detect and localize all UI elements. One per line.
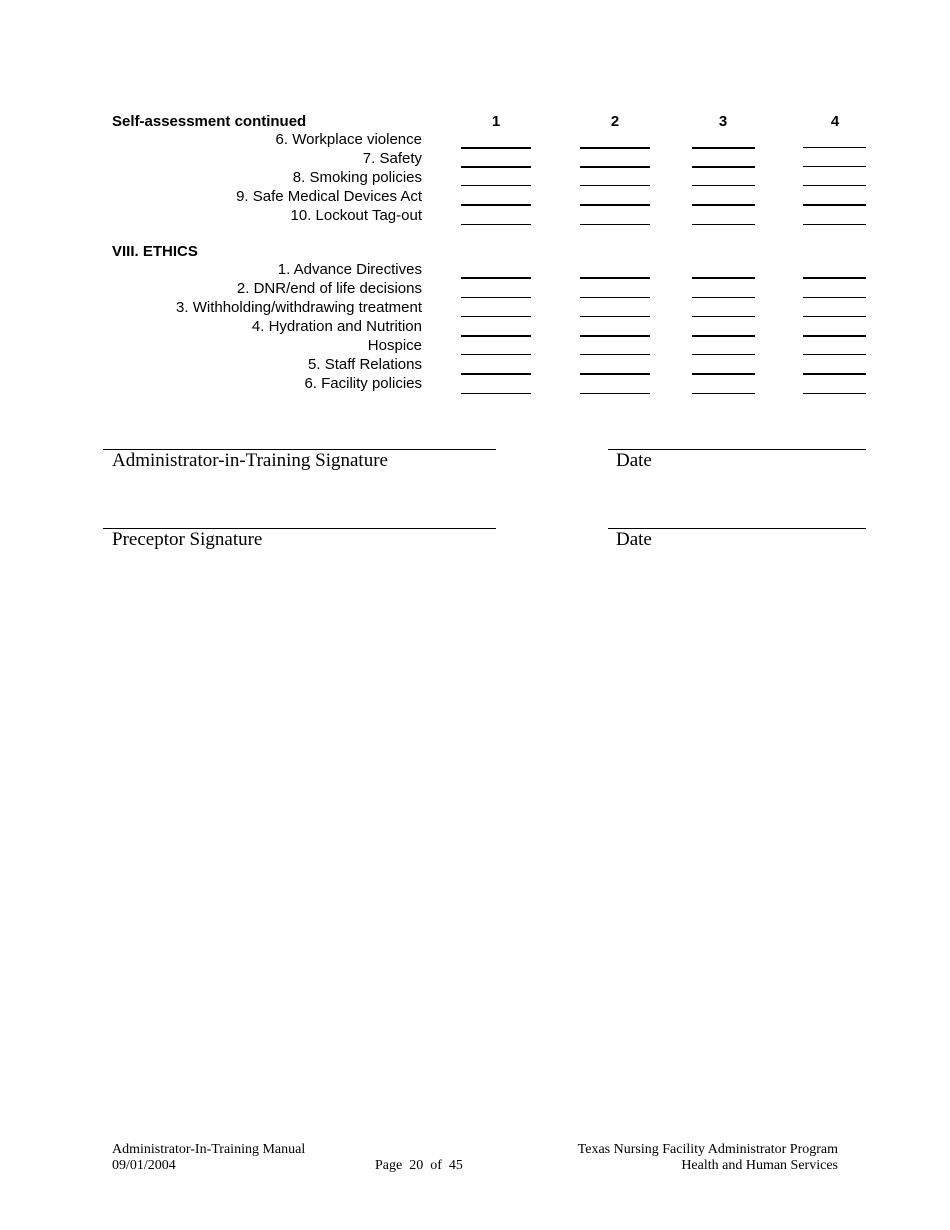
rating-blank[interactable] [803,354,866,355]
assessment-item-label: 6. Facility policies [304,375,422,392]
rating-blank[interactable] [461,224,531,225]
page-total: 45 [448,1158,463,1173]
column-header-3: 3 [718,113,728,130]
rating-blank[interactable] [692,297,755,298]
rating-blank[interactable] [461,335,531,337]
rating-blank[interactable] [580,393,650,394]
rating-blank[interactable] [461,354,531,355]
assessment-item-label: 1. Advance Directives [277,261,422,278]
rating-blank[interactable] [461,185,531,186]
rating-blank[interactable] [803,147,866,148]
preceptor-date-label: Date [616,529,652,550]
rating-blank[interactable] [803,166,866,167]
footer-page-number [375,1158,463,1174]
rating-blank[interactable] [580,316,650,317]
section-title: Self-assessment continued [112,113,307,130]
rating-blank[interactable] [580,185,650,186]
rating-blank[interactable] [580,147,650,149]
rating-blank[interactable] [803,185,866,186]
assessment-item-label: 2. DNR/end of life decisions [236,280,422,297]
footer-agency: Health and Human Services [681,1158,838,1173]
rating-blank[interactable] [692,166,755,168]
assessment-item-label: 6. Workplace violence [275,131,422,148]
rating-blank[interactable] [692,316,755,317]
rating-blank[interactable] [580,297,650,298]
rating-blank[interactable] [692,147,755,149]
rating-blank[interactable] [692,373,755,375]
rating-blank[interactable] [580,373,650,375]
rating-blank[interactable] [580,166,650,168]
rating-blank[interactable] [692,354,755,355]
assessment-item-label: Hospice [367,337,422,354]
page-of: of [430,1158,442,1173]
rating-blank[interactable] [580,354,650,355]
column-header-1: 1 [491,113,501,130]
rating-blank[interactable] [461,204,531,206]
rating-blank[interactable] [803,224,866,225]
rating-blank[interactable] [580,204,650,206]
page-word: Page [375,1158,403,1173]
assessment-item-label: 3. Withholding/withdrawing treatment [176,299,422,316]
footer-date: 09/01/2004 [112,1158,176,1173]
rating-blank[interactable] [803,297,866,298]
rating-blank[interactable] [461,297,531,298]
column-header-4: 4 [830,113,840,130]
rating-blank[interactable] [580,335,650,337]
rating-blank[interactable] [461,316,531,317]
footer-manual-title: Administrator-In-Training Manual [112,1142,306,1157]
assessment-item-label: 8. Smoking policies [292,169,422,186]
rating-blank[interactable] [803,335,866,337]
ait-signature-label: Administrator-in-Training Signature [112,450,388,471]
rating-blank[interactable] [692,393,755,394]
rating-blank[interactable] [803,277,866,279]
rating-blank[interactable] [692,335,755,337]
rating-blank[interactable] [803,204,866,206]
rating-blank[interactable] [803,373,866,375]
column-header-2: 2 [610,113,620,130]
rating-blank[interactable] [692,224,755,225]
rating-blank[interactable] [692,277,755,279]
rating-blank[interactable] [692,185,755,186]
section-title-ethics: VIII. ETHICS [112,243,198,260]
page-current: 20 [409,1158,424,1173]
assessment-item-label: 10. Lockout Tag-out [290,207,422,224]
assessment-item-label: 9. Safe Medical Devices Act [236,188,422,205]
rating-blank[interactable] [580,277,650,279]
rating-blank[interactable] [461,277,531,279]
rating-blank[interactable] [461,373,531,375]
rating-blank[interactable] [461,393,531,394]
rating-blank[interactable] [461,166,531,168]
rating-blank[interactable] [803,316,866,317]
footer-program: Texas Nursing Facility Administrator Program [577,1142,838,1157]
ait-date-label: Date [616,450,652,471]
rating-blank[interactable] [692,204,755,206]
rating-blank[interactable] [461,147,531,149]
assessment-item-label: 4. Hydration and Nutrition [251,318,422,335]
rating-blank[interactable] [580,224,650,225]
assessment-item-label: 5. Staff Relations [308,356,422,373]
rating-blank[interactable] [803,393,866,394]
preceptor-signature-label: Preceptor Signature [112,529,263,550]
assessment-item-label: 7. Safety [362,150,422,167]
